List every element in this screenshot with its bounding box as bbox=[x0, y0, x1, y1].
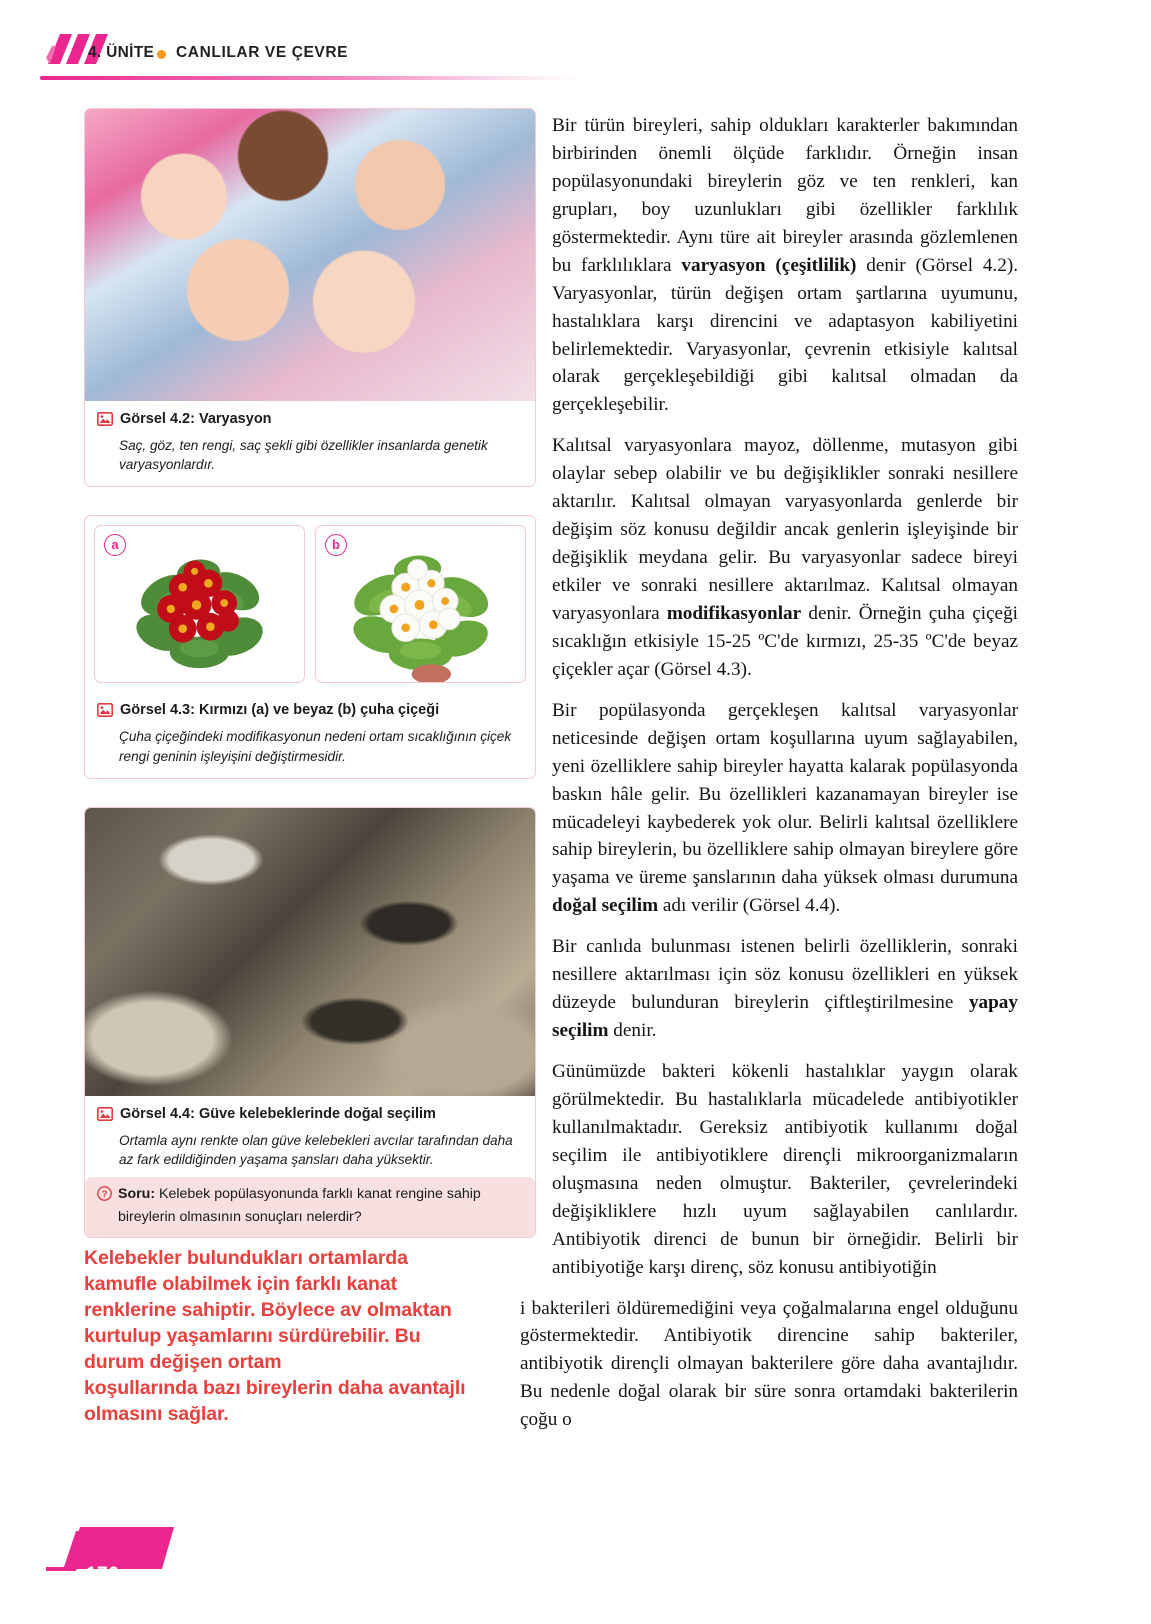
figure-4-3-title: Görsel 4.3: Kırmızı (a) ve beyaz (b) çuha çiçeği bbox=[120, 702, 440, 719]
answer-line: durum değişen ortam bbox=[84, 1351, 282, 1374]
bullet-dot-icon bbox=[157, 50, 166, 59]
figure-label-b: b bbox=[325, 534, 347, 556]
answer-line: koşullarında bazı bireylerin daha avantajlı bbox=[84, 1377, 466, 1400]
children-faces-photo bbox=[85, 109, 535, 401]
paragraph-3-part-a: Bir popülasyonda gerçekleşen kalıtsal varyasyonlar neticesinde değişen ortam koşullarına uyum sağlayabilen, yeni özelliklere sahip bireyler hayatta kalarak popülasyonda baskın hâle gelir. Bu özellikleri kazanamayan bireyler ise mücadeleyi kaybederek yok olur. Belirli kalıtsal özelliklere sahip bireylerin, bu özelliklere sahip olmayan bireylere göre yaşama ve üreme şanslarının daha yüksek olması durumuna bbox=[552, 699, 1018, 889]
figure-4-3-description: Çuha çiçeğindeki modifikasyonun nedeni ortam sıcaklığının çiçek rengi geninin işleyişini değiştirmesidir. bbox=[119, 729, 512, 764]
paragraph-1 bbox=[552, 112, 1018, 419]
answer-line: renklerine sahiptir. Böylece av olmaktan bbox=[84, 1298, 452, 1321]
figure-4-4-title: Görsel 4.4: Güve kelebeklerinde doğal seçilim bbox=[120, 1105, 436, 1122]
picture-icon bbox=[97, 1107, 113, 1127]
body-text-column bbox=[520, 112, 1019, 1434]
handwritten-answer bbox=[84, 1245, 554, 1428]
picture-icon bbox=[97, 412, 113, 432]
figure-card-4-3 bbox=[84, 515, 536, 778]
paragraph-2 bbox=[552, 432, 1018, 683]
paragraph-4 bbox=[552, 933, 1018, 1045]
answer-line: kamufle olabilmek için farklı kanat bbox=[84, 1272, 397, 1295]
term-dogal-secilim: doğal seçilim bbox=[552, 895, 659, 917]
term-varyasyon: varyasyon (çeşitlilik) bbox=[681, 254, 857, 276]
page-title: CANLILAR VE ÇEVRE bbox=[176, 44, 349, 61]
question-box bbox=[85, 1177, 535, 1236]
paragraph-4-part-a: Bir canlıda bulunması istenen belirli özelliklerin, sonraki nesillere aktarılması için söz konusu özellikleri en yüksek düzeyde bulunduran bireylerin çiftleştirilmesine bbox=[552, 936, 1018, 1014]
question-label: Soru: bbox=[118, 1186, 156, 1203]
paragraph-1-part-c: denir (Görsel 4.2). Varyasyonlar, türün değişen ortam şartlarına uyumunu, hastalıklara karşı direncini ve adaptasyon kabiliyetini belirlemektedir. Varyasyonlar, çevrenin etkisiyle kalıtsal olarak gerçekleşebildiği gibi kalıtsal olmadan da gerçekleşebilir. bbox=[552, 254, 1019, 416]
term-yapay-secilim: yapay seçilim bbox=[552, 992, 1018, 1042]
answer-line: Kelebekler bulundukları ortamlarda bbox=[84, 1246, 408, 1269]
figure-card-4-2 bbox=[84, 108, 536, 487]
header-divider bbox=[40, 76, 580, 80]
page-header bbox=[0, 0, 1151, 84]
figure-4-3-caption bbox=[85, 692, 535, 777]
svg-text:?: ? bbox=[101, 1189, 108, 1201]
figure-label-a: a bbox=[104, 534, 126, 556]
figure-4-4-description: Ortamla aynı renkte olan güve kelebekleri avcılar tarafından daha az fark edildiğinden yaşama şansları daha yüksektir. bbox=[119, 1132, 513, 1168]
flower-photo-row bbox=[85, 516, 535, 692]
paragraph-5-continued: i bakterileri öldüremediğini veya çoğalmalarına engel olduğunu göstermektedir. Antibiyotik direncine sahip bakteriler, antibiyotik dirençli olmayan bakterilere göre daha avantajlıdır. Bu nedenle doğal olarak bir süre sonra ortamdaki bakterilerin çoğu o bbox=[520, 1297, 1018, 1431]
paragraph-4-part-c: denir. bbox=[608, 1020, 657, 1042]
question-mark-icon bbox=[97, 1186, 112, 1207]
figure-4-2-description: Saç, göz, ten rengi, saç şekli gibi özellikler insanlarda genetik varyasyonlardır. bbox=[119, 437, 488, 473]
paragraph-2-part-c: denir. Örneğin çuha çiçeği sıcaklığın etkisiyle 15-25 ºC'de kırmızı, 25-35 ºC'de beyaz çiçekler açar (Görsel 4.3). bbox=[552, 602, 1018, 680]
term-modifikasyonlar: modifikasyonlar bbox=[666, 602, 802, 624]
page-number: 176 bbox=[86, 1564, 120, 1585]
paragraph-5: Günümüzde bakteri kökenli hastalıklar yaygın olarak görülmektedir. Bu hastalıklarla mücadelede antibiyotikler kullanılmaktadır. Gereksiz antibiyotik kullanımı doğal seçilim ile antibiyotiklere dirençli mikroorganizmaların oluşmasına neden olmuştur. Bakteriler, çevrelerindeki değişikliklere hızlı uyum sağlayabilen canlılardır. Antibiyotik direnci de bunun bir örneğidir. Belirli bir antibiyotiğe karşı direnç, söz konusu antibiyotiğin bbox=[552, 1061, 1018, 1278]
answer-line: kurtulup yaşamlarını sürdürebilir. Bu bbox=[84, 1325, 421, 1347]
paragraph-2-part-a: Kalıtsal varyasyonlara mayoz, döllenme, mutasyon gibi olaylar sebep olabilir ve bu değişiklikler sonraki nesillere aktarılır. Kalıtsal olmayan varyasyonlarda genlerde bir değişim söz konusu değildir ancak genlerin işleyişinde bir değişiklik meydana gelir. Bu varyasyonlar sadece bireyi etkiler ve sonraki nesillere aktarılmaz. Kalıtsal olmayan varyasyonlara bbox=[552, 435, 1018, 624]
answer-line: olmasını sağlar. bbox=[84, 1403, 229, 1426]
figures-column bbox=[84, 108, 536, 1428]
figure-card-4-4 bbox=[84, 807, 536, 1238]
question-text-line1: Kelebek popülasyonunda farklı kanat rengine sahip bbox=[159, 1186, 481, 1203]
paragraph-3-part-c: adı verilir (Görsel 4.4). bbox=[658, 895, 841, 917]
question-text-line2: bireylerin olmasının sonuçları nelerdir? bbox=[118, 1209, 362, 1226]
white-primrose-photo bbox=[315, 525, 526, 683]
white-primrose-art bbox=[316, 526, 525, 682]
figure-4-2-title: Görsel 4.2: Varyasyon bbox=[120, 411, 272, 427]
paragraph-3 bbox=[552, 697, 1018, 921]
figure-4-2-caption bbox=[85, 401, 535, 486]
picture-icon bbox=[97, 703, 113, 723]
red-primrose-photo bbox=[94, 525, 305, 683]
red-primrose-art bbox=[95, 526, 304, 682]
paragraph-1-part-a: Bir türün bireyleri, sahip oldukları karakterler bakımından birbirinden önemli ölçüde farklıdır. Örneğin insan popülasyonundaki bireylerin göz ve ten renkleri, kan grupları, boy uzunlukları gibi özellikler farklılık göstermektedir. Aynı türe ait bireyler arasında gözlemlenen bu farklılıklara bbox=[552, 115, 1018, 276]
figure-4-4-caption bbox=[85, 1096, 535, 1181]
unit-label: 4. ÜNİTE bbox=[88, 44, 155, 61]
peppered-moths-on-rock-photo bbox=[85, 808, 535, 1096]
page-footer bbox=[0, 1514, 1151, 1624]
